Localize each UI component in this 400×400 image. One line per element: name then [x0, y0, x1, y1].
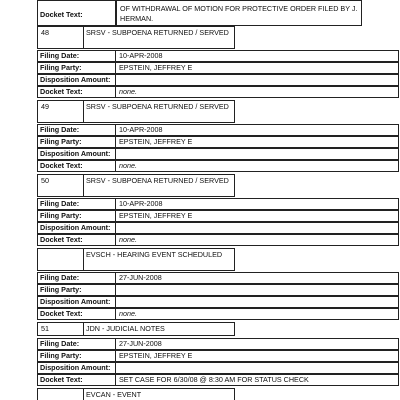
entry-description: EVSCH - HEARING EVENT SCHEDULED: [84, 248, 235, 271]
entry-description: EVCAN - EVENT: [84, 388, 235, 400]
docket-text-value: SET CASE FOR 6/30/08 @ 8:30 AM FOR STATUS CHECK: [116, 374, 399, 386]
disposition-amount-label: Disposition Amount:: [37, 296, 116, 308]
entry-number: 48: [37, 26, 84, 49]
filing-party-label: Filing Party:: [37, 136, 116, 148]
disposition-amount-value: [116, 296, 399, 308]
filing-party-label: Filing Party:: [37, 350, 116, 362]
filing-date-value: 27-JUN-2008: [116, 272, 399, 284]
disposition-amount-value: [116, 222, 399, 234]
docket-text-value: none.: [116, 308, 399, 320]
filing-date-value: 10-APR-2008: [116, 198, 399, 210]
docket-text-label: Docket Text:: [37, 374, 116, 386]
filing-date-label: Filing Date:: [37, 272, 116, 284]
filing-party-value: EPSTEIN, JEFFREY E: [116, 62, 399, 74]
entry-number: [37, 248, 84, 271]
filing-party-value: EPSTEIN, JEFFREY E: [116, 210, 399, 222]
disposition-amount-value: [116, 362, 399, 374]
entry-description: JDN - JUDICIAL NOTES: [84, 322, 235, 336]
filing-party-label: Filing Party:: [37, 62, 116, 74]
docket-text-label: Docket Text:: [37, 234, 116, 246]
entry-number: [37, 388, 84, 400]
docket-text-label: Docket Text:: [37, 86, 116, 98]
disposition-amount-value: [116, 148, 399, 160]
entry-number: 49: [37, 100, 84, 123]
entry-description: SRSV - SUBPOENA RETURNED / SERVED: [84, 100, 235, 123]
docket-text-label: Docket Text:: [37, 308, 116, 320]
disposition-amount-label: Disposition Amount:: [37, 148, 116, 160]
disposition-amount-label: Disposition Amount:: [37, 222, 116, 234]
disposition-amount-label: Disposition Amount:: [37, 362, 116, 374]
filing-date-value: 27-JUN-2008: [116, 338, 399, 350]
filing-date-label: Filing Date:: [37, 124, 116, 136]
docket-text-label: Docket Text:: [37, 160, 116, 172]
filing-party-value: [116, 284, 399, 296]
filing-date-value: 10-APR-2008: [116, 124, 399, 136]
filing-date-value: 10-APR-2008: [116, 50, 399, 62]
filing-date-label: Filing Date:: [37, 198, 116, 210]
entry-number: 51: [37, 322, 84, 336]
entry-description: SRSV - SUBPOENA RETURNED / SERVED: [84, 174, 235, 197]
entry-number: 50: [37, 174, 84, 197]
docket-text-label: Docket Text:: [37, 0, 116, 26]
filing-party-value: EPSTEIN, JEFFREY E: [116, 136, 399, 148]
filing-party-label: Filing Party:: [37, 284, 116, 296]
disposition-amount-label: Disposition Amount:: [37, 74, 116, 86]
filing-date-label: Filing Date:: [37, 338, 116, 350]
filing-party-label: Filing Party:: [37, 210, 116, 222]
docket-text-value: none.: [116, 160, 399, 172]
docket-text-value: none.: [116, 234, 399, 246]
filing-party-value: EPSTEIN, JEFFREY E: [116, 350, 399, 362]
docket-text-value: OF WITHDRAWAL OF MOTION FOR PROTECTIVE ORDER FILED BY J. HERMAN.: [116, 0, 362, 26]
entry-description: SRSV - SUBPOENA RETURNED / SERVED: [84, 26, 235, 49]
docket-text-value: none.: [116, 86, 399, 98]
disposition-amount-value: [116, 74, 399, 86]
filing-date-label: Filing Date:: [37, 50, 116, 62]
